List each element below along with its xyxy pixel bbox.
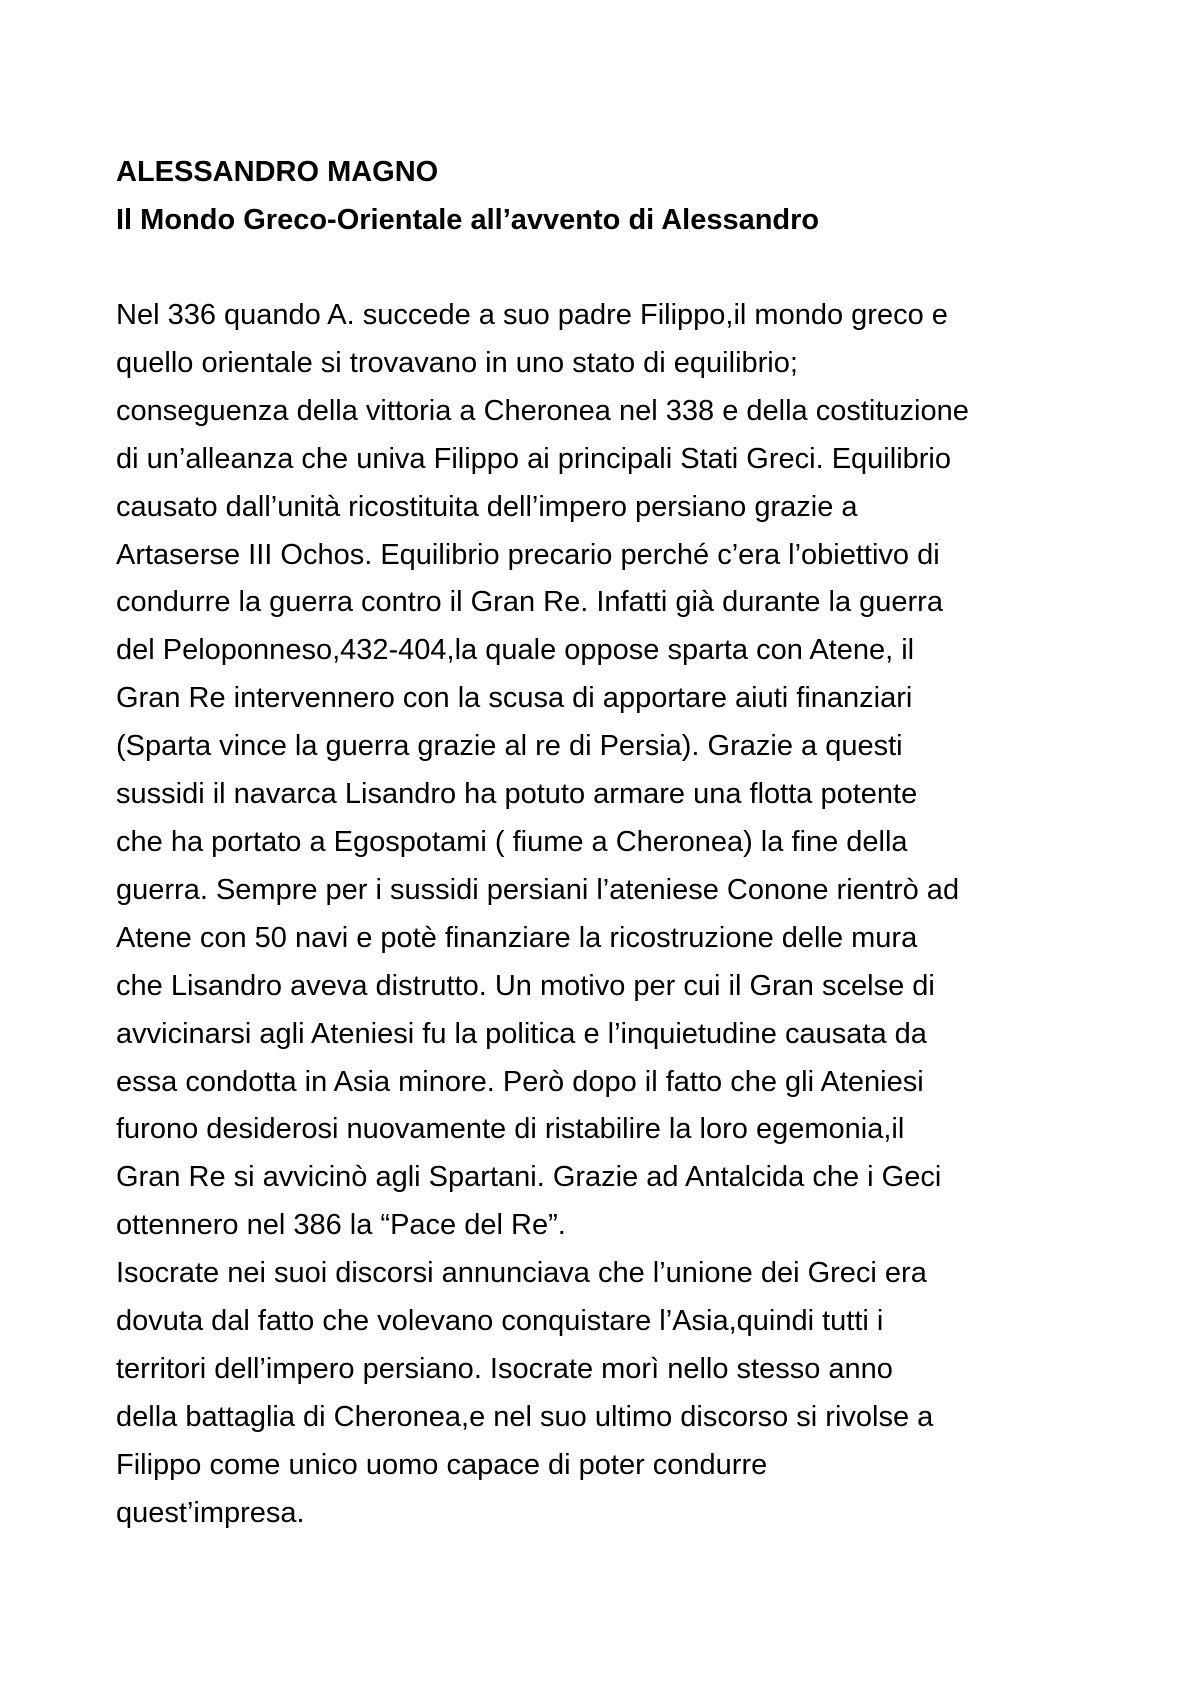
text-line: (Sparta vince la guerra grazie al re di Persia). Grazie a questi [116, 730, 903, 763]
text-line: ottennero nel 386 la “Pace del Re”. [116, 1209, 566, 1242]
text-line: Artaserse III Ochos. Equilibrio precario perché c’era l’obiettivo di [116, 538, 940, 571]
text-line: Nel 336 quando A. succede a suo padre Filippo,il mondo greco e [116, 299, 948, 331]
text-line: Gran Re intervennero con la scusa di apportare aiuti finanziari [116, 682, 913, 715]
text-line: furono desiderosi nuovamente di ristabilire la loro egemonia,il [116, 1113, 905, 1146]
text-line: Filippo come unico uomo capace di poter condurre [116, 1448, 768, 1481]
text-line: che Lisandro aveva distrutto. Un motivo per cui il Gran scelse di [116, 969, 935, 1002]
text-line: sussidi il navarca Lisandro ha potuto armare una flotta potente [116, 778, 918, 811]
text-line: causato dall’unità ricostituita dell’impero persiano grazie a [116, 490, 858, 523]
text-line: avvicinarsi agli Ateniesi fu la politica e l’inquietudine causata da [116, 1017, 927, 1050]
text-line: quest’impresa. [116, 1496, 305, 1529]
text-line: che ha portato a Egospotami ( fiume a Cheronea) la fine della [116, 825, 908, 858]
text-line: dovuta dal fatto che volevano conquistare l’Asia,quindi tutti i [116, 1305, 884, 1338]
text-line: Isocrate nei suoi discorsi annunciava che l’unione dei Greci era [116, 1257, 927, 1290]
text-line: quello orientale si trovavano in uno stato di equilibrio; [116, 346, 798, 379]
text-line: di un’alleanza che univa Filippo ai principali Stati Greci. Equilibrio [116, 442, 951, 475]
text-line: territori dell’impero persiano. Isocrate morì nello stesso anno [116, 1352, 893, 1385]
text-line: Gran Re si avvicinò agli Spartani. Grazie ad Antalcida che i Geci [116, 1161, 942, 1194]
text-line: Atene con 50 navi e potè finanziare la ricostruzione delle mura [116, 921, 918, 954]
text-line: condurre la guerra contro il Gran Re. Infatti già durante la guerra [116, 586, 943, 619]
document-subtitle: Il Mondo Greco-Orientale all’avvento di Alessandro [116, 204, 820, 236]
document-title: ALESSANDRO MAGNO [116, 156, 439, 188]
document-page [116, 148, 1100, 1538]
text-line: essa condotta in Asia minore. Però dopo il fatto che gli Ateniesi [116, 1065, 924, 1098]
text-line: guerra. Sempre per i sussidi persiani l’ateniese Conone rientrò ad [116, 873, 960, 906]
body-text [116, 292, 1100, 1538]
text-line: conseguenza della vittoria a Cheronea nel 338 e della costituzione [116, 394, 969, 427]
text-line: della battaglia di Cheronea,e nel suo ultimo discorso si rivolse a [116, 1400, 934, 1433]
text-line: del Peloponneso,432-404,la quale oppose sparta con Atene, il [116, 634, 915, 667]
